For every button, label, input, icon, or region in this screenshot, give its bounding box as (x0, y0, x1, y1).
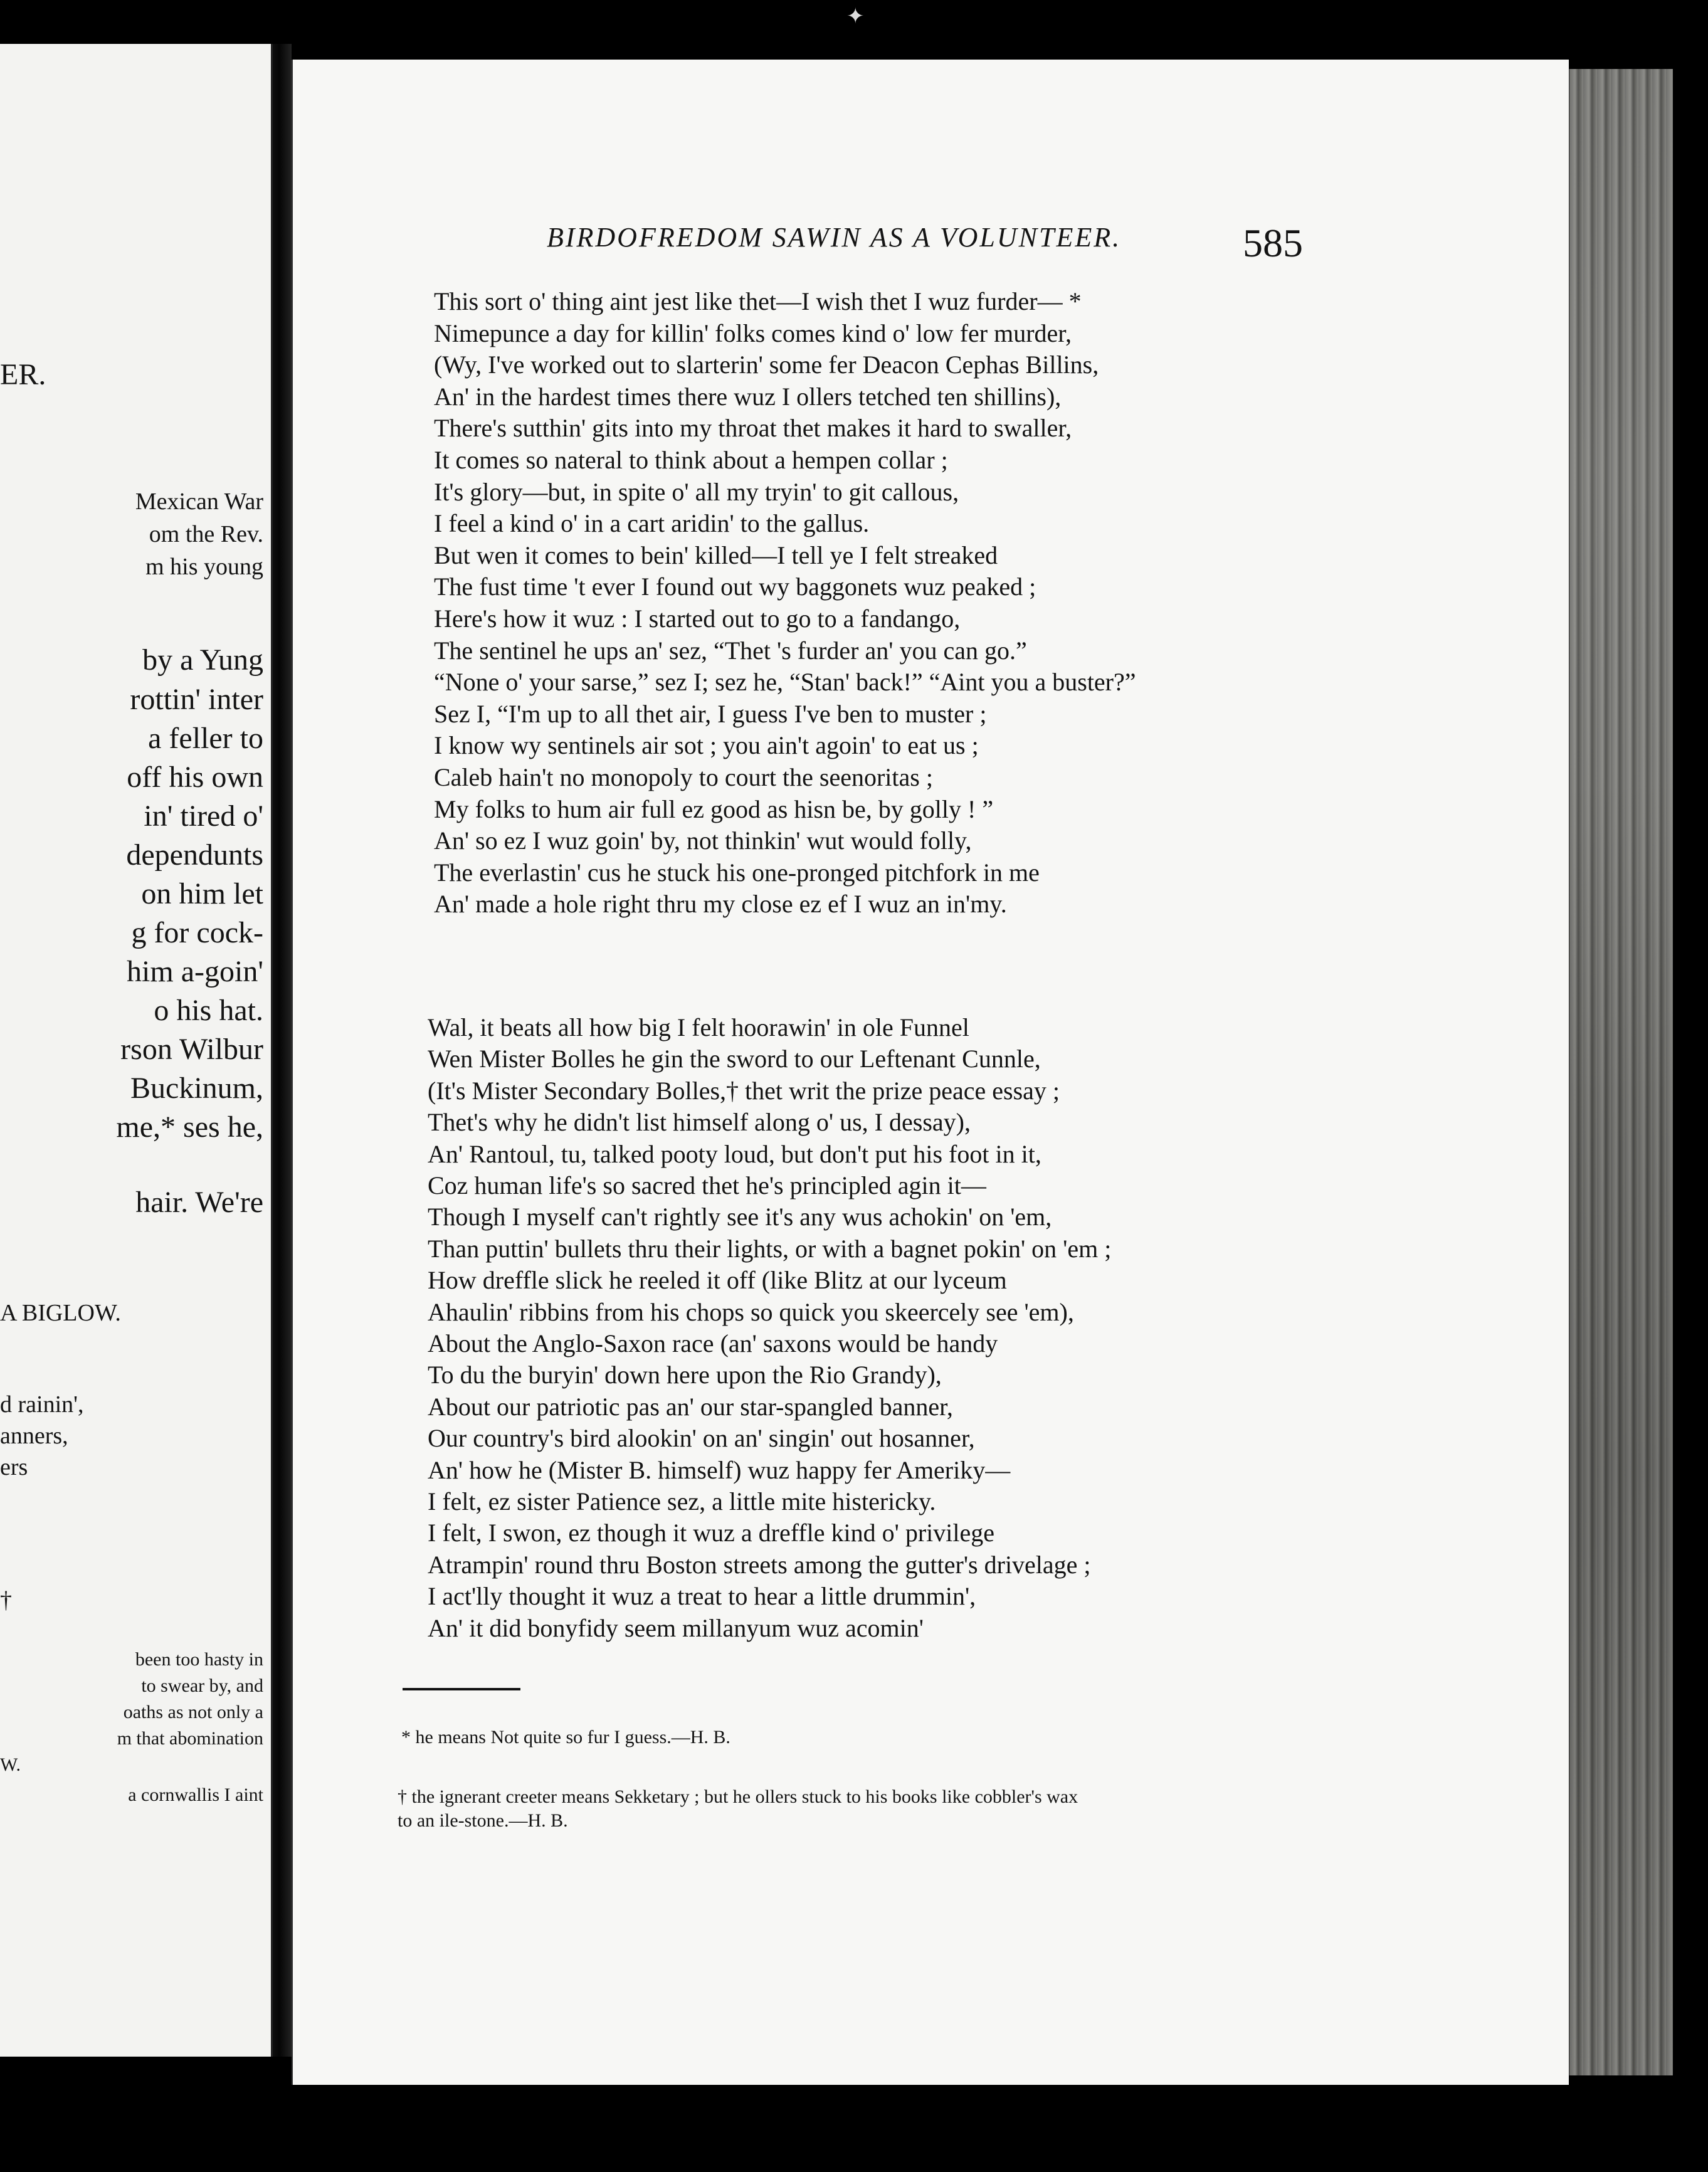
verse-line: Atrampin' round thru Boston streets among the gutter's drivelage ; (428, 1550, 1091, 1579)
verse-line: My folks to hum air full ez good as hisn be, by golly ! ” (434, 794, 994, 823)
left-page-line: † (0, 1587, 12, 1613)
left-page-line: om the Rev. (149, 521, 263, 547)
left-page-line: a cornwallis I aint (128, 1785, 263, 1805)
left-page-line: ER. (0, 358, 46, 391)
verse-line: It's glory—but, in spite o' all my tryin' to git callous, (434, 477, 959, 506)
verse-line: An' so ez I wuz goin' by, not thinkin' wut would folly, (434, 826, 972, 855)
verse-line: Caleb hain't no monopoly to court the seenoritas ; (434, 763, 933, 791)
verse-line: An' it did bonyfidy seem millanyum wuz acomin' (428, 1613, 924, 1642)
left-page-line: ers (0, 1454, 28, 1480)
verse-line: Sez I, “I'm up to all thet air, I guess I've ben to muster ; (434, 699, 987, 728)
verse-line: About the Anglo-Saxon race (an' saxons would be handy (428, 1329, 998, 1358)
left-page (0, 44, 273, 2057)
left-page-line: m that abomination (117, 1728, 263, 1749)
left-page-line: rson Wilbur (120, 1033, 263, 1066)
verse-line: An' in the hardest times there wuz I ollers tetched ten shillins), (434, 382, 1062, 411)
verse-line: Wal, it beats all how big I felt hoorawin' in ole Funnel (428, 1013, 969, 1041)
verse-line: An' how he (Mister B. himself) wuz happy fer Ameriky— (428, 1455, 1011, 1484)
left-page-line: anners, (0, 1423, 68, 1449)
left-page-line: m his young (145, 554, 263, 580)
left-page-line: on him let (141, 877, 263, 910)
verse-line: I felt, I swon, ez though it wuz a dreffle kind o' privilege (428, 1519, 994, 1547)
verse-line: Than puttin' bullets thru their lights, or with a bagnet pokin' on 'em ; (428, 1234, 1112, 1263)
page-fleck: ✦ (846, 5, 865, 28)
left-page-line: off his own (127, 761, 263, 794)
verse-line: I act'lly thought it wuz a treat to hear a little drummin', (428, 1582, 976, 1611)
left-page-line: rottin' inter (130, 683, 263, 716)
verse-line: Here's how it wuz : I started out to go to a fandango, (434, 604, 961, 633)
verse-line: But wen it comes to bein' killed—I tell ye I felt streaked (434, 540, 998, 569)
left-page-line: d rainin', (0, 1391, 84, 1418)
left-page-line: dependunts (126, 838, 263, 872)
verse-line: (It's Mister Secondary Bolles,† thet writ the prize peace essay ; (428, 1076, 1060, 1105)
footnote-3: to an ile-stone.—H. B. (398, 1810, 568, 1831)
verse-line: The everlastin' cus he stuck his one-pronged pitchfork in me (434, 858, 1040, 887)
verse-line: I felt, ez sister Patience sez, a little mite histericky. (428, 1487, 936, 1516)
verse-line: An' Rantoul, tu, talked pooty loud, but don't put his foot in it, (428, 1139, 1041, 1168)
running-head: BIRDOFREDOM SAWIN AS A VOLUNTEER. (547, 222, 1122, 253)
left-page-line: been too hasty in (135, 1649, 263, 1670)
page-edges (1568, 69, 1673, 2075)
left-page-line: me,* ses he, (116, 1110, 263, 1144)
book-gutter (271, 44, 292, 2057)
verse-line: The sentinel he ups an' sez, “Thet 's furder an' you can go.” (434, 636, 1027, 665)
verse-line: I feel a kind o' in a cart aridin' to the gallus. (434, 509, 870, 538)
left-page-line: g for cock- (131, 916, 263, 949)
left-page-line: a feller to (148, 722, 263, 755)
footnote-rule (403, 1688, 520, 1690)
verse-line: Our country's bird alookin' on an' singin' out hosanner, (428, 1424, 975, 1453)
verse-line: It comes so nateral to think about a hempen collar ; (434, 446, 948, 474)
verse-line: How dreffle slick he reeled it off (like Blitz at our lyceum (428, 1266, 1007, 1295)
left-page-line: in' tired o' (144, 799, 263, 833)
left-page-line: hair. We're (135, 1186, 263, 1219)
verse-line: An' made a hole right thru my close ez ef I wuz an in'my. (434, 890, 1007, 919)
verse-line: About our patriotic pas an' our star-spangled banner, (428, 1392, 953, 1421)
footnote-2: † the ignerant creeter means Sekketary ; but he ollers stuck to his books like cobbler's wax (398, 1786, 1078, 1807)
left-page-line: A BIGLOW. (0, 1300, 121, 1326)
left-page-line: to swear by, and (141, 1675, 263, 1696)
footnote-1: * he means Not quite so fur I guess.—H. B. (401, 1727, 730, 1748)
verse-line: There's sutthin' gits into my throat thet makes it hard to swaller, (434, 414, 1072, 443)
verse-line: This sort o' thing aint jest like thet—I wish thet I wuz furder— * (434, 287, 1082, 315)
left-page-line: by a Yung (142, 643, 263, 677)
left-page-line: oaths as not only a (123, 1702, 263, 1722)
left-page-line: Buckinum, (130, 1072, 263, 1105)
verse-line: (Wy, I've worked out to slarterin' some fer Deacon Cephas Billins, (434, 351, 1099, 379)
verse-line: To du the buryin' down here upon the Rio Grandy), (428, 1361, 942, 1389)
verse-line: Ahaulin' ribbins from his chops so quick you skeercely see 'em), (428, 1297, 1074, 1326)
verse-line: Wen Mister Bolles he gin the sword to our Leftenant Cunnle, (428, 1045, 1041, 1073)
verse-line: I know wy sentinels air sot ; you ain't agoin' to eat us ; (434, 731, 979, 760)
right-page (292, 60, 1569, 2085)
verse-line: Coz human life's so sacred thet he's principled agin it— (428, 1171, 986, 1199)
left-page-line: o his hat. (154, 994, 263, 1027)
verse-line: Though I myself can't rightly see it's any wus achokin' on 'em, (428, 1203, 1052, 1231)
verse-line: Thet's why he didn't list himself along o' us, I dessay), (428, 1108, 971, 1137)
left-page-line: W. (0, 1754, 21, 1775)
verse-line: The fust time 't ever I found out wy baggonets wuz peaked ; (434, 572, 1036, 601)
left-page-line: Mexican War (135, 488, 263, 515)
left-page-line: him a-goin' (127, 955, 263, 988)
page-number: 585 (1243, 221, 1303, 265)
verse-line: “None o' your sarse,” sez I; sez he, “Stan' back!” “Aint you a buster?” (434, 668, 1136, 697)
verse-line: Nimepunce a day for killin' folks comes kind o' low fer murder, (434, 319, 1072, 347)
